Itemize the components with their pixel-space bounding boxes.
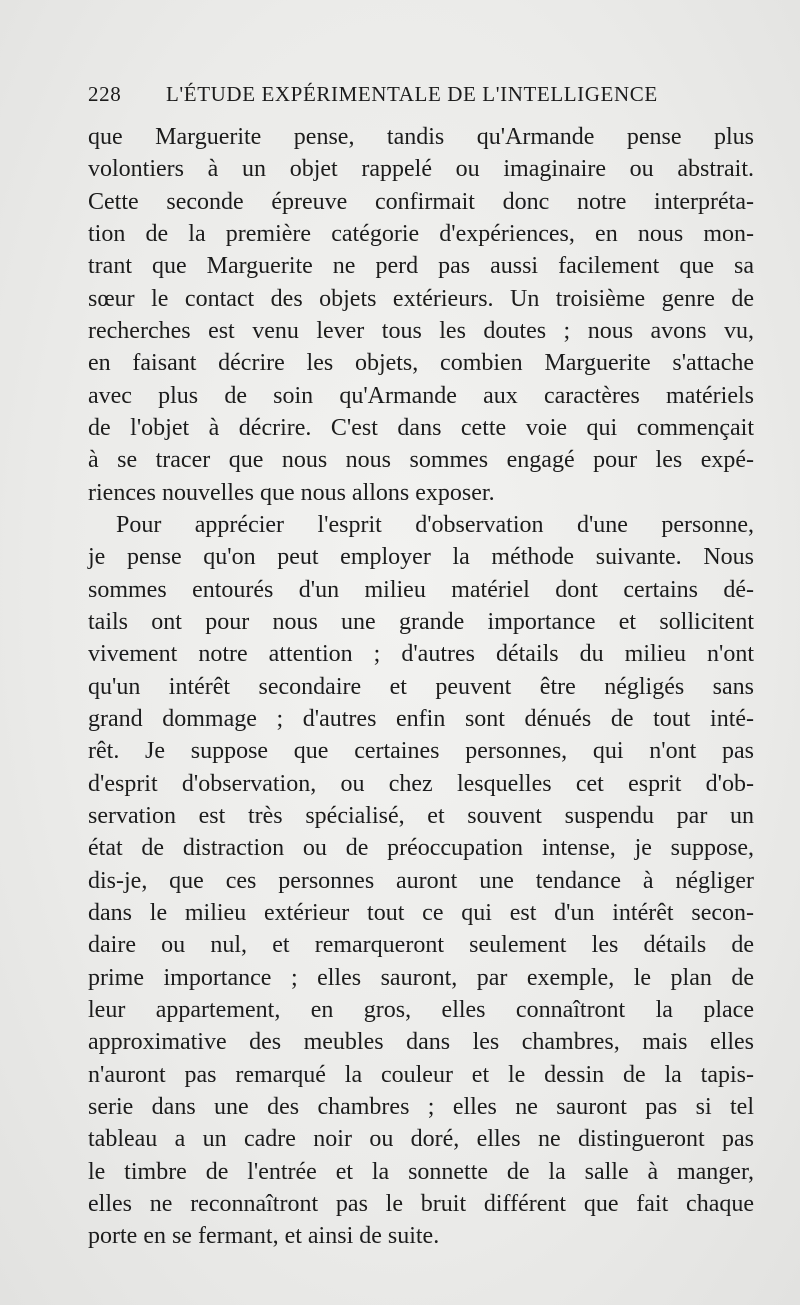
text-line: que Marguerite pense, tandis qu'Armande pense plus <box>88 124 754 150</box>
text-line: tableau a un cadre noir ou doré, elles ne distingueront pas <box>88 1126 754 1153</box>
text-line: trant que Marguerite ne perd pas aussi facilement que sa <box>88 253 754 280</box>
running-head <box>88 82 678 112</box>
body-text <box>88 121 754 1252</box>
text-line: daire ou nul, et remarqueront seulement les détails de <box>88 932 754 959</box>
text-line: avec plus de soin qu'Armande aux caractères matériels <box>88 382 754 409</box>
text-line: qu'un intérêt secondaire et peuvent être négligés sans <box>88 673 754 700</box>
text-line: en faisant décrire les objets, combien Marguerite s'attache <box>88 350 754 377</box>
text-line: serie dans une des chambres ; elles ne sauront pas si tel <box>88 1093 754 1120</box>
text-line: Cette seconde épreuve confirmait donc notre interpréta- <box>88 188 754 215</box>
text-line: servation est très spécialisé, et souvent suspendu par un <box>88 802 754 829</box>
text-line: dis-je, que ces personnes auront une tendance à négliger <box>88 867 754 894</box>
text-line: leur appartement, en gros, elles connaîtront la place <box>88 996 754 1023</box>
text-line: je pense qu'on peut employer la méthode suivante. Nous <box>88 544 754 571</box>
running-title: L'ÉTUDE EXPÉRIMENTALE DE L'INTELLIGENCE <box>166 82 658 106</box>
text-line: approximative des meubles dans les chambres, mais elles <box>88 1029 754 1056</box>
text-line: sœur le contact des objets extérieurs. Un troisième genre de <box>88 285 754 312</box>
text-line: tion de la première catégorie d'expériences, en nous mon- <box>88 220 754 247</box>
text-line: grand dommage ; d'autres enfin sont dénués de tout inté- <box>88 705 754 732</box>
text-line: état de distraction ou de préoccupation intense, je suppose, <box>88 835 754 862</box>
text-line: recherches est venu lever tous les doutes ; nous avons vu, <box>88 317 754 344</box>
text-line: sommes entourés d'un milieu matériel dont certains dé- <box>88 576 754 603</box>
text-line: vivement notre attention ; d'autres détails du milieu n'ont <box>88 641 754 668</box>
text-line: volontiers à un objet rappelé ou imaginaire ou abstrait. <box>88 156 754 183</box>
text-line: prime importance ; elles sauront, par exemple, le plan de <box>88 964 754 991</box>
text-line: à se tracer que nous nous sommes engagé pour les expé- <box>88 447 754 474</box>
text-line: le timbre de l'entrée et la sonnette de la salle à manger, <box>88 1158 754 1185</box>
text-line: n'auront pas remarqué la couleur et le dessin de la tapis- <box>88 1061 754 1088</box>
text-line: porte en se fermant, et ainsi de suite. <box>88 1223 440 1250</box>
text-line: dans le milieu extérieur tout ce qui est d'un intérêt secon- <box>88 899 754 926</box>
text-line: d'esprit d'observation, ou chez lesquelles cet esprit d'ob- <box>88 770 754 797</box>
text-line: Pour apprécier l'esprit d'observation d'une personne, <box>116 511 754 538</box>
page-number: 228 <box>88 82 122 106</box>
text-line: tails ont pour nous une grande importance et sollicitent <box>88 608 754 635</box>
text-line: elles ne reconnaîtront pas le bruit différent que fait chaque <box>88 1190 754 1217</box>
paragraph-2 <box>88 509 754 1253</box>
text-line: riences nouvelles que nous allons exposer. <box>88 479 495 506</box>
text-line: de l'objet à décrire. C'est dans cette voie qui commençait <box>88 414 754 441</box>
paragraph-1 <box>88 121 754 509</box>
text-line: rêt. Je suppose que certaines personnes, qui n'ont pas <box>88 738 754 765</box>
